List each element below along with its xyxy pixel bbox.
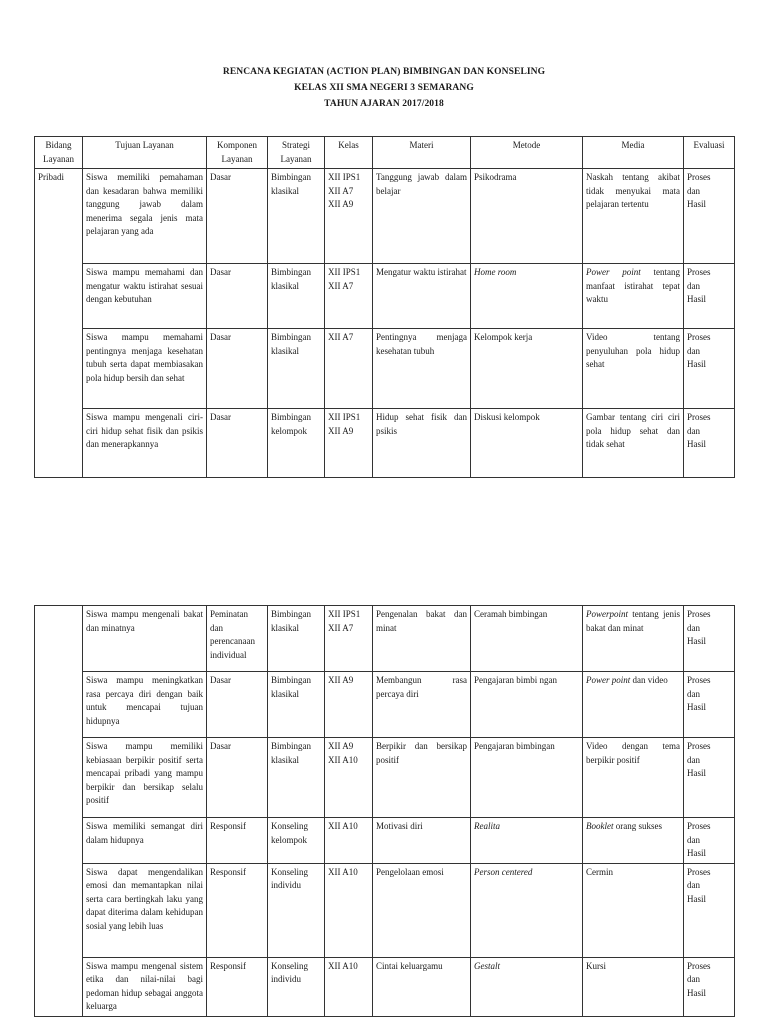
materi-cell: Pengelolaan emosi xyxy=(373,863,471,957)
evaluasi-cell: Proses dan Hasil xyxy=(684,409,735,478)
evaluasi-cell: Proses dan Hasil xyxy=(684,606,735,672)
metode-cell: Diskusi kelompok xyxy=(471,409,583,478)
komponen-layanan-cell: Dasar xyxy=(207,409,268,478)
kelas-cell: XII IPS1 XII A9 xyxy=(325,409,373,478)
materi-cell: Pengenalan bakat dan minat xyxy=(373,606,471,672)
table-row xyxy=(35,863,735,957)
action-plan-table-page-1 xyxy=(34,136,735,478)
media-cell: Cermin xyxy=(583,863,684,957)
metode-cell: Realita xyxy=(471,818,583,864)
media-cell: Kursi xyxy=(583,957,684,1016)
tujuan-layanan-cell: Siswa memiliki semangat diri dalam hidupnya xyxy=(83,818,207,864)
tujuan-layanan-cell: Siswa dapat mengendalikan emosi dan memantapkan nilai serta cara bertingkah laku yang dapat diterima dalam kehidupan sosial yang lebih luas xyxy=(83,863,207,957)
header-media: Media xyxy=(583,137,684,169)
komponen-layanan-cell: Dasar xyxy=(207,672,268,738)
header-kelas: Kelas xyxy=(325,137,373,169)
kelas-cell: XII A7 xyxy=(325,329,373,409)
strategi-layanan-cell: Bimbingan klasikal xyxy=(268,738,325,818)
strategi-layanan-cell: Bimbingan klasikal xyxy=(268,264,325,329)
strategi-layanan-cell: Bimbingan klasikal xyxy=(268,606,325,672)
media-cell: Booklet orang sukses xyxy=(583,818,684,864)
evaluasi-cell: Proses dan Hasil xyxy=(684,329,735,409)
kelas-cell: XII A10 xyxy=(325,818,373,864)
evaluasi-cell: Proses dan Hasil xyxy=(684,672,735,738)
evaluasi-cell: Proses dan Hasil xyxy=(684,738,735,818)
metode-cell: Person centered xyxy=(471,863,583,957)
table-row xyxy=(35,329,735,409)
tujuan-layanan-cell: Siswa mampu mengenali ciri-ciri hidup sehat fisik dan psikis dan menerapkannya xyxy=(83,409,207,478)
metode-cell: Psikodrama xyxy=(471,169,583,264)
komponen-layanan-cell: Peminatan dan perencanaan individual xyxy=(207,606,268,672)
table-row xyxy=(35,264,735,329)
komponen-layanan-cell: Dasar xyxy=(207,738,268,818)
document-title-line-1: RENCANA KEGIATAN (ACTION PLAN) BIMBINGAN DAN KONSELING xyxy=(222,67,546,77)
table-row xyxy=(35,818,735,864)
evaluasi-cell: Proses dan Hasil xyxy=(684,818,735,864)
materi-cell: Mengatur waktu istirahat xyxy=(373,264,471,329)
bidang-layanan-cell xyxy=(35,169,83,478)
kelas-cell: XII A9 XII A10 xyxy=(325,738,373,818)
header-metode: Metode xyxy=(471,137,583,169)
metode-cell: Pengajaran bimbingan xyxy=(471,738,583,818)
evaluasi-cell: Proses dan Hasil xyxy=(684,169,735,264)
strategi-layanan-cell: Konseling individu xyxy=(268,863,325,957)
tujuan-layanan-cell: Siswa mampu meningkatkan rasa percaya diri dengan baik untuk mencapai tujuan hidupnya xyxy=(83,672,207,738)
metode-cell: Gestalt xyxy=(471,957,583,1016)
table-row xyxy=(35,606,735,672)
strategi-layanan-cell: Bimbingan klasikal xyxy=(268,672,325,738)
table-row xyxy=(35,409,735,478)
strategi-layanan-cell: Bimbingan klasikal xyxy=(268,169,325,264)
action-plan-table-page-2 xyxy=(34,605,735,1017)
metode-cell: Kelompok kerja xyxy=(471,329,583,409)
kelas-cell: XII A9 xyxy=(325,672,373,738)
materi-cell: Membangun rasa percaya diri xyxy=(373,672,471,738)
media-cell: Power point tentang manfaat istirahat tepat waktu xyxy=(583,264,684,329)
kelas-cell: XII IPS1 XII A7 xyxy=(325,264,373,329)
evaluasi-cell: Proses dan Hasil xyxy=(684,264,735,329)
materi-cell: Hidup sehat fisik dan psikis xyxy=(373,409,471,478)
media-cell: Powerpoint tentang jenis bakat dan minat xyxy=(583,606,684,672)
table-row xyxy=(35,957,735,1016)
materi-cell: Pentingnya menjaga kesehatan tubuh xyxy=(373,329,471,409)
komponen-layanan-cell: Dasar xyxy=(207,329,268,409)
kelas-cell: XII IPS1 XII A7 XII A9 xyxy=(325,169,373,264)
komponen-layanan-cell: Dasar xyxy=(207,264,268,329)
strategi-layanan-cell: Bimbingan kelompok xyxy=(268,409,325,478)
tujuan-layanan-cell: Siswa mampu mengenal sistem etika dan nilai-nilai bagi pedoman hidup sebagai anggota keluarga xyxy=(83,957,207,1016)
evaluasi-cell: Proses dan Hasil xyxy=(684,957,735,1016)
metode-cell: Pengajaran bimbi ngan xyxy=(471,672,583,738)
media-cell: Gambar tentang ciri ciri pola hidup sehat dan tidak sehat xyxy=(583,409,684,478)
header-materi: Materi xyxy=(373,137,471,169)
strategi-layanan-cell: Konseling individu xyxy=(268,957,325,1016)
document-title-line-3: TAHUN AJARAN 2017/2018 xyxy=(324,99,444,109)
komponen-layanan-cell: Responsif xyxy=(207,863,268,957)
table-row xyxy=(35,672,735,738)
materi-cell: Cintai keluargamu xyxy=(373,957,471,1016)
document-title-line-2: KELAS XII SMA NEGERI 3 SEMARANG xyxy=(294,83,474,93)
media-cell: Video dengan tema berpikir positif xyxy=(583,738,684,818)
header-evaluasi: Evaluasi xyxy=(684,137,735,169)
komponen-layanan-cell: Responsif xyxy=(207,957,268,1016)
kelas-cell: XII A10 xyxy=(325,863,373,957)
header-komponen-layanan: Komponen Layanan xyxy=(207,137,268,169)
media-cell: Naskah tentang akibat tidak menyukai mata pelajaran tertentu xyxy=(583,169,684,264)
kelas-cell: XII IPS1 XII A7 xyxy=(325,606,373,672)
header-bidang-layanan: Bidang Layanan xyxy=(35,137,83,169)
materi-cell: Berpikir dan bersikap positif xyxy=(373,738,471,818)
komponen-layanan-cell: Dasar xyxy=(207,169,268,264)
metode-cell: Home room xyxy=(471,264,583,329)
kelas-cell: XII A10 xyxy=(325,957,373,1016)
media-cell: Video tentang penyuluhan pola hidup sehat xyxy=(583,329,684,409)
tujuan-layanan-cell: Siswa mampu memahami pentingnya menjaga kesehatan tubuh serta dapat membiasakan pola hidup bersih dan sehat xyxy=(83,329,207,409)
media-cell: Power point dan video xyxy=(583,672,684,738)
strategi-layanan-cell: Konseling kelompok xyxy=(268,818,325,864)
materi-cell: Motivasi diri xyxy=(373,818,471,864)
bidang-pribadi: Pribadi xyxy=(38,172,64,182)
strategi-layanan-cell: Bimbingan klasikal xyxy=(268,329,325,409)
metode-cell: Ceramah bimbingan xyxy=(471,606,583,672)
komponen-layanan-cell: Responsif xyxy=(207,818,268,864)
table-row xyxy=(35,169,735,264)
bidang-layanan-cell xyxy=(35,606,83,1017)
table-header-row xyxy=(35,137,735,169)
header-strategi-layanan: Strategi Layanan xyxy=(268,137,325,169)
tujuan-layanan-cell: Siswa mampu mengenali bakat dan minatnya xyxy=(83,606,207,672)
table-row xyxy=(35,738,735,818)
header-tujuan-layanan: Tujuan Layanan xyxy=(83,137,207,169)
evaluasi-cell: Proses dan Hasil xyxy=(684,863,735,957)
tujuan-layanan-cell: Siswa memiliki pemahaman dan kesadaran bahwa memiliki tanggung jawab dalam menerima segala jenis mata pelajaran yang ada xyxy=(83,169,207,264)
materi-cell: Tanggung jawab dalam belajar xyxy=(373,169,471,264)
tujuan-layanan-cell: Siswa mampu memiliki kebiasaan berpikir positif serta mencapai pribadi yang mampu berpikir dan bersikap selalu positif xyxy=(83,738,207,818)
tujuan-layanan-cell: Siswa mampu memahami dan mengatur waktu istirahat sesuai dengan kebutuhan xyxy=(83,264,207,329)
